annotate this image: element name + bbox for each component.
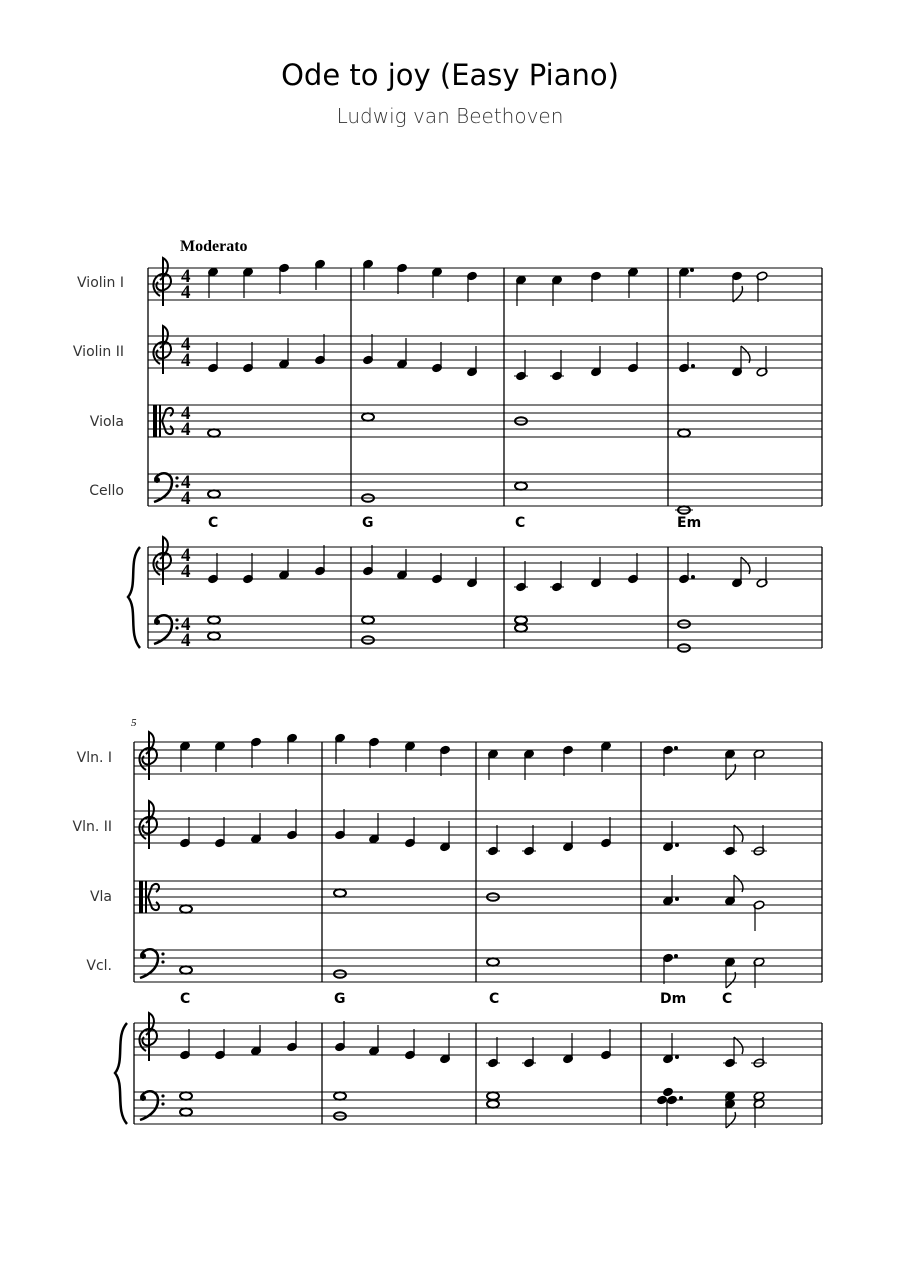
staff-lines — [148, 268, 822, 648]
piano-brace — [115, 1023, 127, 1124]
instrument-label-violin-2: Vln. II — [72, 819, 112, 835]
viola-notes — [208, 413, 690, 437]
chord-symbol: C — [489, 991, 500, 1007]
viola-notes — [663, 875, 765, 931]
piano-rh-notes — [180, 1021, 767, 1068]
cello-notes — [180, 958, 499, 978]
chord-symbol: C — [722, 991, 733, 1007]
treble-clef-icon — [139, 732, 157, 780]
treble-clef-icon — [153, 537, 171, 585]
chord-symbol: G — [334, 991, 346, 1007]
instrument-label-violin-1: Vln. I — [76, 750, 112, 766]
system-1 — [73, 238, 822, 652]
instrument-label-viola: Viola — [89, 414, 124, 430]
chord-symbol: Dm — [660, 991, 687, 1007]
instrument-label-cello: Cello — [89, 483, 124, 499]
treble-clef-icon — [139, 801, 157, 849]
violin-1-notes — [208, 259, 768, 306]
tempo-marking: Moderato — [180, 238, 248, 255]
instrument-label-violin-1: Violin I — [77, 275, 124, 291]
svg-text:4: 4 — [181, 472, 191, 493]
treble-clef-icon — [153, 258, 171, 306]
chord-symbol: C — [180, 991, 191, 1007]
staff-lines — [134, 742, 822, 1124]
piano-brace — [128, 547, 140, 648]
instrument-label-violin-2: Violin II — [72, 344, 124, 360]
composer-name: Ludwig van Beethoven — [336, 104, 564, 128]
svg-text:4: 4 — [181, 614, 191, 635]
treble-clef-icon — [153, 326, 171, 374]
svg-text:4: 4 — [181, 350, 191, 371]
instrument-label-viola: Vla — [89, 889, 112, 905]
svg-text:4: 4 — [181, 282, 191, 303]
svg-text:4: 4 — [181, 488, 191, 509]
instrument-label-cello: Vcl. — [86, 958, 112, 974]
system-2 — [73, 717, 823, 1128]
barlines — [134, 742, 822, 1124]
piano-lh-notes — [208, 616, 690, 652]
svg-text:4: 4 — [181, 266, 191, 287]
barlines — [148, 268, 822, 648]
svg-text:4: 4 — [181, 561, 191, 582]
violin-2-notes — [208, 334, 768, 381]
violin-1-notes — [180, 733, 765, 780]
svg-text:4: 4 — [181, 334, 191, 355]
treble-clef-icon — [139, 1013, 157, 1061]
time-signature — [181, 266, 191, 651]
svg-text:4: 4 — [181, 419, 191, 440]
violin-2-notes — [180, 809, 767, 856]
chord-symbol: G — [362, 515, 374, 531]
chord-symbol: Em — [677, 515, 702, 531]
svg-text:4: 4 — [181, 403, 191, 424]
chord-symbol: C — [515, 515, 526, 531]
svg-text:4: 4 — [181, 630, 191, 651]
score-title: Ode to joy (Easy Piano) — [281, 58, 619, 92]
svg-text:4: 4 — [181, 545, 191, 566]
measure-number: 5 — [131, 717, 137, 729]
viola-notes — [180, 889, 499, 913]
piano-rh-notes — [208, 545, 768, 592]
chord-symbol: C — [208, 515, 219, 531]
